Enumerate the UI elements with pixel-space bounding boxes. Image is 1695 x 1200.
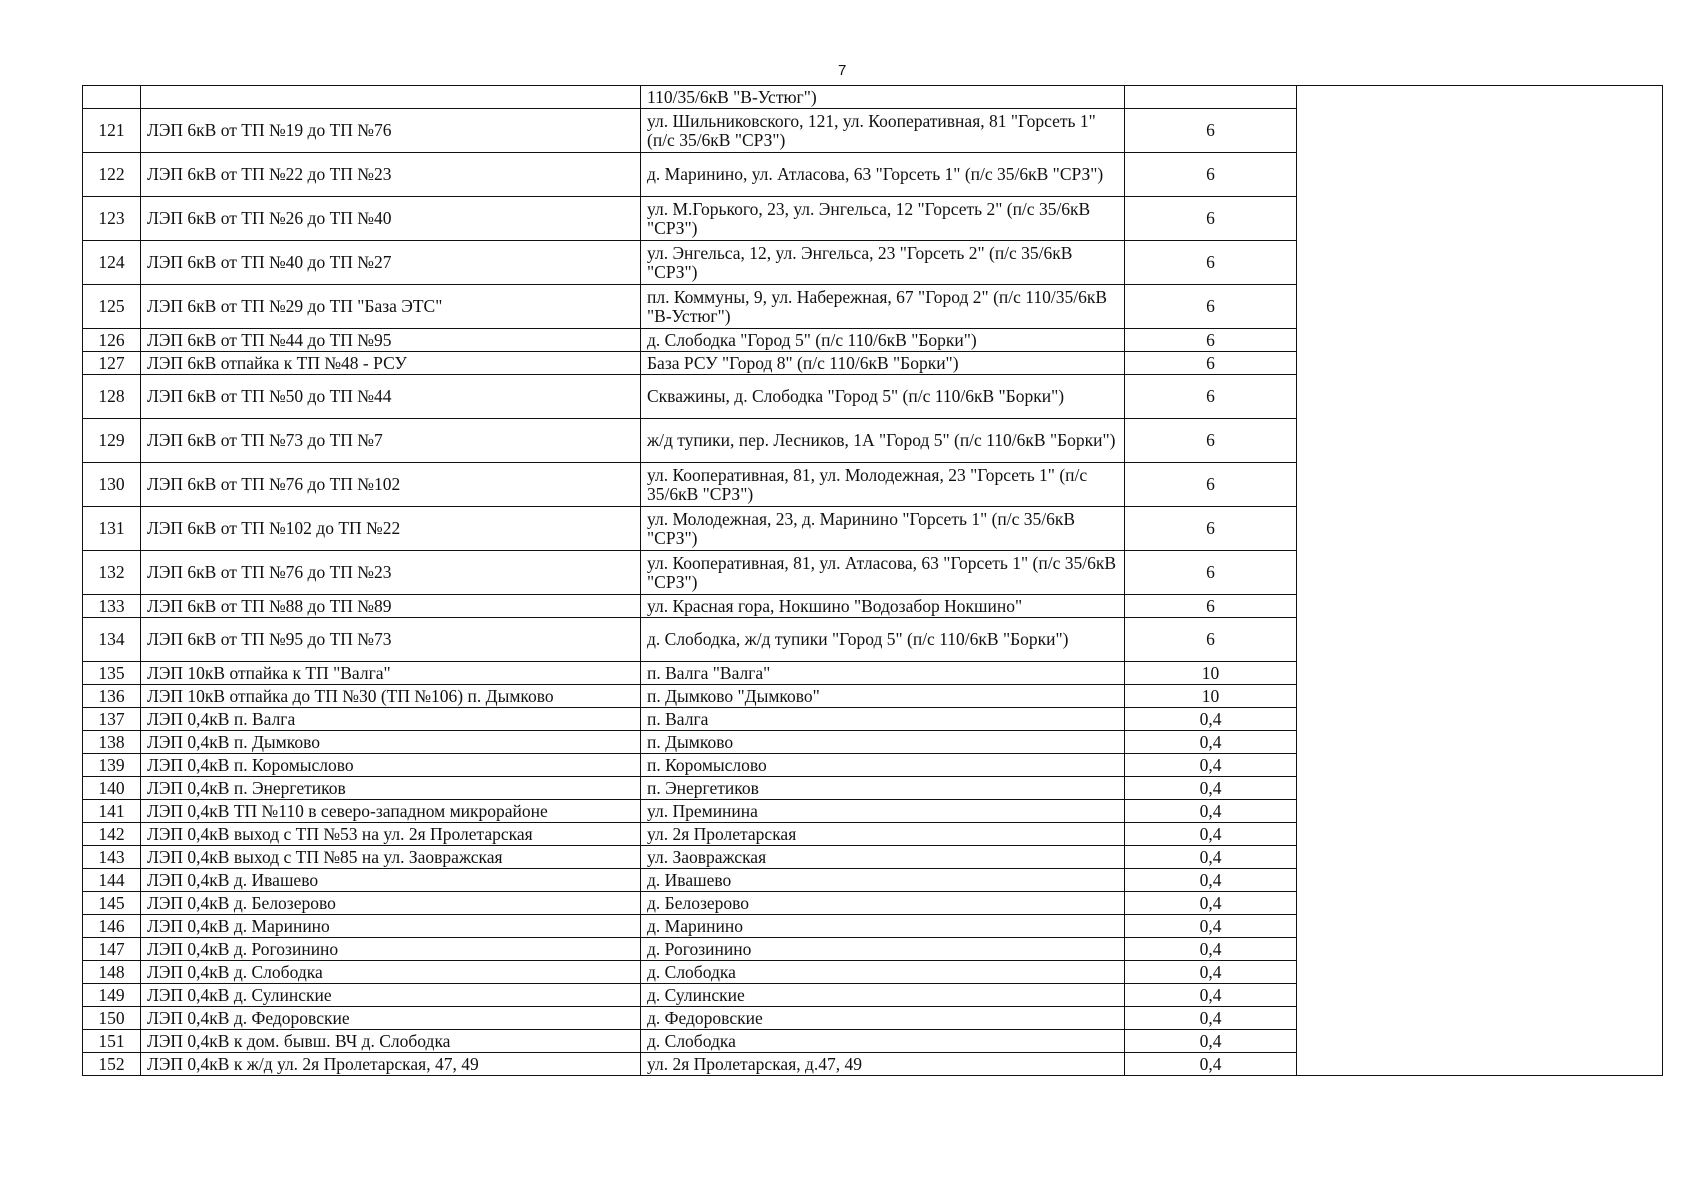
- line-name: ЛЭП 0,4кВ д. Белозерово: [141, 892, 641, 915]
- line-name: ЛЭП 6кВ от ТП №26 до ТП №40: [141, 197, 641, 241]
- row-number: 148: [83, 961, 141, 984]
- table-row: [83, 708, 1663, 731]
- row-number: 121: [83, 109, 141, 153]
- line-voltage: 10: [1125, 685, 1297, 708]
- line-voltage: 6: [1125, 507, 1297, 551]
- line-name: [141, 86, 641, 109]
- table-row: [83, 685, 1663, 708]
- line-name: ЛЭП 0,4кВ д. Сулинские: [141, 984, 641, 1007]
- table-row: [83, 1007, 1663, 1030]
- line-name: ЛЭП 0,4кВ д. Маринино: [141, 915, 641, 938]
- line-name: ЛЭП 0,4кВ д. Федоровские: [141, 1007, 641, 1030]
- row-number: 151: [83, 1030, 141, 1053]
- table-row: [83, 662, 1663, 685]
- line-voltage: 0,4: [1125, 961, 1297, 984]
- row-number: 146: [83, 915, 141, 938]
- row-number: 126: [83, 329, 141, 352]
- line-address: д. Ивашево: [641, 869, 1125, 892]
- empty-cell: [1297, 754, 1663, 777]
- row-number: 137: [83, 708, 141, 731]
- line-address: д. Слободка "Город 5" (п/с 110/6кВ "Борки"): [641, 329, 1125, 352]
- empty-cell: [1297, 984, 1663, 1007]
- line-voltage: 0,4: [1125, 938, 1297, 961]
- empty-cell: [1297, 846, 1663, 869]
- line-voltage: 0,4: [1125, 1007, 1297, 1030]
- row-number: 138: [83, 731, 141, 754]
- line-voltage: 0,4: [1125, 1053, 1297, 1076]
- line-voltage: 0,4: [1125, 846, 1297, 869]
- line-address: ул. Энгельса, 12, ул. Энгельса, 23 "Горсеть 2" (п/с 35/6кВ "СРЗ"): [641, 241, 1125, 285]
- empty-cell: [1297, 285, 1663, 329]
- table-row: [83, 823, 1663, 846]
- line-address: п. Дымково "Дымково": [641, 685, 1125, 708]
- line-voltage: 6: [1125, 197, 1297, 241]
- line-name: ЛЭП 10кВ отпайка к ТП "Валга": [141, 662, 641, 685]
- line-voltage: 6: [1125, 618, 1297, 662]
- line-voltage: 6: [1125, 375, 1297, 419]
- empty-cell: [1297, 241, 1663, 285]
- empty-cell: [1297, 153, 1663, 197]
- line-name: ЛЭП 10кВ отпайка до ТП №30 (ТП №106) п. Дымково: [141, 685, 641, 708]
- empty-cell: [1297, 551, 1663, 595]
- empty-cell: [1297, 823, 1663, 846]
- row-number: 134: [83, 618, 141, 662]
- line-name: ЛЭП 0,4кВ п. Дымково: [141, 731, 641, 754]
- row-number: 123: [83, 197, 141, 241]
- row-number: 143: [83, 846, 141, 869]
- table-row: [83, 961, 1663, 984]
- empty-cell: [1297, 961, 1663, 984]
- line-address: д. Слободка, ж/д тупики "Город 5" (п/с 110/6кВ "Борки"): [641, 618, 1125, 662]
- table-row: [83, 800, 1663, 823]
- row-number: 147: [83, 938, 141, 961]
- table-row: [83, 86, 1663, 109]
- line-name: ЛЭП 0,4кВ п. Коромыслово: [141, 754, 641, 777]
- line-address: ул. Кооперативная, 81, ул. Атласова, 63 "Горсеть 1" (п/с 35/6кВ "СРЗ"): [641, 551, 1125, 595]
- line-address: ул. Молодежная, 23, д. Маринино "Горсеть 1" (п/с 35/6кВ "СРЗ"): [641, 507, 1125, 551]
- row-number: 139: [83, 754, 141, 777]
- line-voltage: 0,4: [1125, 1030, 1297, 1053]
- line-address: д. Рогозинино: [641, 938, 1125, 961]
- line-voltage: 0,4: [1125, 754, 1297, 777]
- line-name: ЛЭП 6кВ от ТП №29 до ТП "База ЭТС": [141, 285, 641, 329]
- table-row: [83, 915, 1663, 938]
- table-row: [83, 197, 1663, 241]
- line-name: ЛЭП 0,4кВ к ж/д ул. 2я Пролетарская, 47, 49: [141, 1053, 641, 1076]
- line-name: ЛЭП 6кВ от ТП №88 до ТП №89: [141, 595, 641, 618]
- line-voltage: 0,4: [1125, 869, 1297, 892]
- line-name: ЛЭП 6кВ от ТП №44 до ТП №95: [141, 329, 641, 352]
- line-address: ул. Шильниковского, 121, ул. Кооперативная, 81 "Горсеть 1" (п/с 35/6кВ "СРЗ"): [641, 109, 1125, 153]
- table-row: [83, 419, 1663, 463]
- table-row: [83, 777, 1663, 800]
- empty-cell: [1297, 595, 1663, 618]
- line-voltage: [1125, 86, 1297, 109]
- line-name: ЛЭП 6кВ от ТП №76 до ТП №102: [141, 463, 641, 507]
- line-address: д. Маринино: [641, 915, 1125, 938]
- empty-cell: [1297, 197, 1663, 241]
- line-name: ЛЭП 0,4кВ выход с ТП №53 на ул. 2я Пролетарская: [141, 823, 641, 846]
- row-number: 141: [83, 800, 141, 823]
- row-number: 122: [83, 153, 141, 197]
- row-number: 135: [83, 662, 141, 685]
- row-number: 152: [83, 1053, 141, 1076]
- table-row: [83, 618, 1663, 662]
- empty-cell: [1297, 1007, 1663, 1030]
- row-number: 144: [83, 869, 141, 892]
- line-name: ЛЭП 0,4кВ к дом. бывш. ВЧ д. Слободка: [141, 1030, 641, 1053]
- line-voltage: 6: [1125, 329, 1297, 352]
- empty-cell: [1297, 463, 1663, 507]
- line-voltage: 0,4: [1125, 892, 1297, 915]
- empty-cell: [1297, 777, 1663, 800]
- table-row: [83, 892, 1663, 915]
- line-address: п. Коромыслово: [641, 754, 1125, 777]
- line-address: д. Маринино, ул. Атласова, 63 "Горсеть 1" (п/с 35/6кВ "СРЗ"): [641, 153, 1125, 197]
- table-row: [83, 869, 1663, 892]
- table-row: [83, 375, 1663, 419]
- table-row: [83, 754, 1663, 777]
- table-row: [83, 938, 1663, 961]
- row-number: 124: [83, 241, 141, 285]
- line-voltage: 0,4: [1125, 984, 1297, 1007]
- empty-cell: [1297, 352, 1663, 375]
- line-voltage: 6: [1125, 463, 1297, 507]
- line-address: ул. Преминина: [641, 800, 1125, 823]
- line-voltage: 6: [1125, 109, 1297, 153]
- empty-cell: [1297, 731, 1663, 754]
- line-voltage: 10: [1125, 662, 1297, 685]
- line-voltage: 0,4: [1125, 800, 1297, 823]
- line-name: ЛЭП 6кВ от ТП №76 до ТП №23: [141, 551, 641, 595]
- line-name: ЛЭП 0,4кВ п. Энергетиков: [141, 777, 641, 800]
- line-voltage: 6: [1125, 285, 1297, 329]
- table-row: [83, 109, 1663, 153]
- line-name: ЛЭП 0,4кВ д. Ивашево: [141, 869, 641, 892]
- line-address: ул. Кооперативная, 81, ул. Молодежная, 23 "Горсеть 1" (п/с 35/6кВ "СРЗ"): [641, 463, 1125, 507]
- line-voltage: 6: [1125, 153, 1297, 197]
- row-number: 140: [83, 777, 141, 800]
- line-name: ЛЭП 0,4кВ д. Слободка: [141, 961, 641, 984]
- table-row: [83, 731, 1663, 754]
- line-name: ЛЭП 0,4кВ ТП №110 в северо-западном микрорайоне: [141, 800, 641, 823]
- line-address: п. Валга: [641, 708, 1125, 731]
- row-number: 129: [83, 419, 141, 463]
- table-row: [83, 551, 1663, 595]
- empty-cell: [1297, 938, 1663, 961]
- line-voltage: 0,4: [1125, 777, 1297, 800]
- table-body: [83, 86, 1663, 1076]
- line-voltage: 0,4: [1125, 708, 1297, 731]
- line-address: д. Федоровские: [641, 1007, 1125, 1030]
- empty-cell: [1297, 109, 1663, 153]
- empty-cell: [1297, 685, 1663, 708]
- line-voltage: 0,4: [1125, 915, 1297, 938]
- line-address: ул. 2я Пролетарская, д.47, 49: [641, 1053, 1125, 1076]
- row-number: 136: [83, 685, 141, 708]
- line-address: п. Дымково: [641, 731, 1125, 754]
- line-name: ЛЭП 6кВ от ТП №95 до ТП №73: [141, 618, 641, 662]
- table-row: [83, 984, 1663, 1007]
- row-number: 132: [83, 551, 141, 595]
- empty-cell: [1297, 708, 1663, 731]
- line-address: ул. Красная гора, Нокшино "Водозабор Нокшино": [641, 595, 1125, 618]
- page-number: 7: [838, 62, 847, 79]
- line-name: ЛЭП 0,4кВ д. Рогозинино: [141, 938, 641, 961]
- line-address: 110/35/6кВ "В-Устюг"): [641, 86, 1125, 109]
- power-lines-table: [82, 85, 1663, 1076]
- table-row: [83, 352, 1663, 375]
- line-voltage: 6: [1125, 241, 1297, 285]
- line-address: ул. Заовражская: [641, 846, 1125, 869]
- line-voltage: 6: [1125, 551, 1297, 595]
- line-address: д. Слободка: [641, 961, 1125, 984]
- empty-cell: [1297, 869, 1663, 892]
- table-row: [83, 846, 1663, 869]
- line-address: ул. М.Горького, 23, ул. Энгельса, 12 "Горсеть 2" (п/с 35/6кВ "СРЗ"): [641, 197, 1125, 241]
- empty-cell: [1297, 618, 1663, 662]
- row-number: 131: [83, 507, 141, 551]
- line-name: ЛЭП 6кВ от ТП №22 до ТП №23: [141, 153, 641, 197]
- line-voltage: 0,4: [1125, 731, 1297, 754]
- line-name: ЛЭП 6кВ отпайка к ТП №48 - РСУ: [141, 352, 641, 375]
- line-address: База РСУ "Город 8" (п/с 110/6кВ "Борки"): [641, 352, 1125, 375]
- table-row: [83, 1030, 1663, 1053]
- table-row: [83, 153, 1663, 197]
- line-address: д. Слободка: [641, 1030, 1125, 1053]
- row-number: 127: [83, 352, 141, 375]
- line-name: ЛЭП 6кВ от ТП №102 до ТП №22: [141, 507, 641, 551]
- line-voltage: 6: [1125, 352, 1297, 375]
- table-row: [83, 595, 1663, 618]
- row-number: 130: [83, 463, 141, 507]
- line-name: ЛЭП 0,4кВ п. Валга: [141, 708, 641, 731]
- line-address: Скважины, д. Слободка "Город 5" (п/с 110/6кВ "Борки"): [641, 375, 1125, 419]
- empty-cell: [1297, 1053, 1663, 1076]
- row-number: 142: [83, 823, 141, 846]
- table-row: [83, 329, 1663, 352]
- table-row: [83, 1053, 1663, 1076]
- row-number: 133: [83, 595, 141, 618]
- empty-cell: [1297, 419, 1663, 463]
- row-number: [83, 86, 141, 109]
- line-voltage: 0,4: [1125, 823, 1297, 846]
- row-number: 128: [83, 375, 141, 419]
- empty-cell: [1297, 375, 1663, 419]
- table-row: [83, 241, 1663, 285]
- line-name: ЛЭП 6кВ от ТП №40 до ТП №27: [141, 241, 641, 285]
- line-voltage: 6: [1125, 595, 1297, 618]
- empty-cell: [1297, 1030, 1663, 1053]
- empty-cell: [1297, 507, 1663, 551]
- empty-cell: [1297, 800, 1663, 823]
- line-address: пл. Коммуны, 9, ул. Набережная, 67 "Город 2" (п/с 110/35/6кВ "В-Устюг"): [641, 285, 1125, 329]
- empty-cell: [1297, 329, 1663, 352]
- empty-cell: [1297, 892, 1663, 915]
- row-number: 150: [83, 1007, 141, 1030]
- line-address: п. Валга "Валга": [641, 662, 1125, 685]
- line-name: ЛЭП 0,4кВ выход с ТП №85 на ул. Заовражская: [141, 846, 641, 869]
- empty-cell: [1297, 662, 1663, 685]
- line-voltage: 6: [1125, 419, 1297, 463]
- empty-cell: [1297, 915, 1663, 938]
- line-address: д. Сулинские: [641, 984, 1125, 1007]
- line-address: ул. 2я Пролетарская: [641, 823, 1125, 846]
- row-number: 149: [83, 984, 141, 1007]
- line-address: п. Энергетиков: [641, 777, 1125, 800]
- line-address: д. Белозерово: [641, 892, 1125, 915]
- table-row: [83, 285, 1663, 329]
- row-number: 145: [83, 892, 141, 915]
- line-name: ЛЭП 6кВ от ТП №50 до ТП №44: [141, 375, 641, 419]
- empty-cell: [1297, 86, 1663, 109]
- table-row: [83, 463, 1663, 507]
- row-number: 125: [83, 285, 141, 329]
- line-name: ЛЭП 6кВ от ТП №19 до ТП №76: [141, 109, 641, 153]
- line-name: ЛЭП 6кВ от ТП №73 до ТП №7: [141, 419, 641, 463]
- line-address: ж/д тупики, пер. Лесников, 1А "Город 5" (п/с 110/6кВ "Борки"): [641, 419, 1125, 463]
- table-row: [83, 507, 1663, 551]
